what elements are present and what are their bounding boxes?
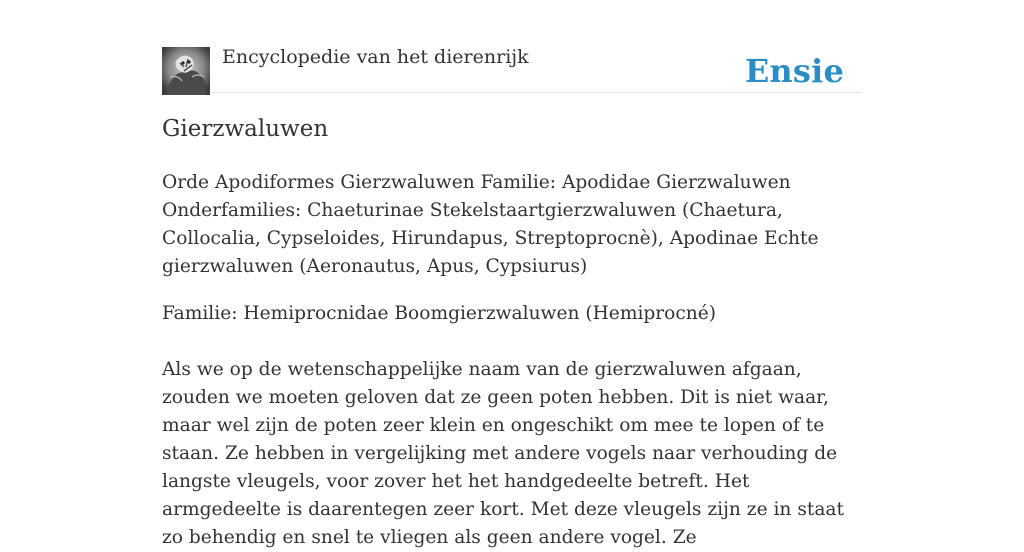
site-title[interactable]: Encyclopedie van het dierenrijk xyxy=(222,46,529,68)
paragraph-taxonomy: Orde Apodiformes Gierzwaluwen Familie: Apodidae Gierzwaluwen Onderfamilies: Chaeturinae Stekelstaartgierzwaluwen (Chaetura, Collocalia, Cypseloides, Hirundapus, Streptoprocnè), Apodinae Echte gierzwaluwen (Aeronautus, Apus, Cypsiurus) xyxy=(162,172,819,277)
page-title: Gierzwaluwen xyxy=(162,116,329,142)
avatar[interactable] xyxy=(162,47,210,95)
paragraph-description: Als we op de wetenschappelijke naam van de gierzwaluwen afgaan, zouden we moeten geloven dat ze geen poten hebben. Dit is niet waar, maar wel zijn de poten zeer klein en ongeschikt om mee te lopen of te staan. Ze hebben in vergelijking met andere vogels naar verhouding de langste vleugels, voor zover het het handgedeelte betreft. Het armgedeelte is daarentegen zeer kort. Met deze vleugels zijn ze in staat zo behendig en snel te vliegen als geen andere vogel. Ze xyxy=(162,359,844,548)
animal-photo-icon xyxy=(162,47,210,95)
brand-logo[interactable]: Ensie xyxy=(744,52,844,90)
article-page xyxy=(162,0,862,548)
paragraph-family: Familie: Hemiprocnidae Boomgierzwaluwen (Hemiprocné) xyxy=(162,303,717,324)
article-body xyxy=(162,169,862,552)
site-header xyxy=(162,0,862,93)
